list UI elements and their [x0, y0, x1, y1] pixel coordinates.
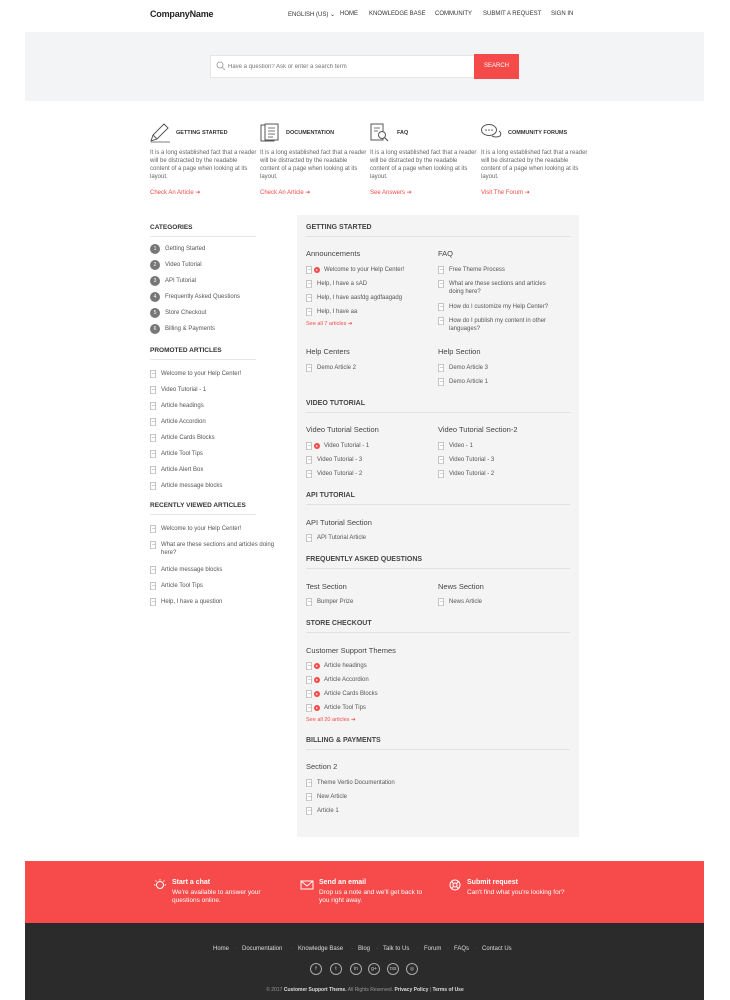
article-link[interactable]: Theme Vertio Documentation [317, 780, 395, 786]
nav-knowledge-base[interactable]: KNOWLEDGE BASE [369, 11, 426, 17]
document-icon [438, 303, 444, 311]
section-heading-help-centers[interactable]: Help Centers [306, 347, 350, 356]
separator: · [447, 946, 449, 952]
article-link[interactable]: Demo Article 1 [449, 379, 489, 385]
recently-viewed-heading: RECENTLY VIEWED ARTICLES [150, 502, 246, 509]
footer-link-documentation[interactable]: Documentation [242, 946, 283, 952]
category-number: 5 [150, 308, 160, 318]
document-icon [306, 662, 312, 670]
document-icon [306, 807, 312, 815]
category-number: 4 [150, 292, 160, 302]
article-link[interactable]: Article headings [324, 663, 367, 669]
feature-text-community-forums: It is a long established fact that a reader will be distracted by the readable content of a page when looking at its layout. [481, 150, 588, 180]
send-email-description: Drop us a note and we'll get back to you right away. [319, 889, 423, 904]
document-icon [150, 582, 156, 590]
feature-link-getting-started[interactable] [150, 189, 200, 196]
promoted-article-link[interactable]: Article Cards Blocks [161, 435, 215, 441]
arrow-right-icon: ➔ [305, 190, 311, 196]
pencil-icon [149, 123, 171, 143]
feature-text-faq: It is a long established fact that a reader will be distracted by the readable content of a page when looking at its layout. [370, 150, 477, 180]
category-heading-billing-payments[interactable]: BILLING & PAYMENTS [306, 737, 381, 744]
article-link[interactable]: How do I customize my Help Center? [449, 304, 549, 310]
copyright-year: © 2017 [266, 987, 283, 993]
document-icon [150, 450, 156, 458]
article-link[interactable]: Article Cards Blocks [324, 691, 378, 697]
document-icon [306, 280, 312, 288]
divider [306, 412, 570, 413]
sidebar-category-billing-payments[interactable]: Billing & Payments [165, 326, 216, 332]
promoted-star-icon [314, 677, 320, 683]
facebook-icon[interactable]: f [310, 963, 322, 975]
arrow-right-icon: ➔ [406, 190, 412, 196]
promoted-article-link[interactable]: Article message blocks [161, 483, 223, 489]
divider [306, 632, 570, 633]
nav-home[interactable]: HOME [340, 11, 358, 17]
document-icon [438, 364, 444, 372]
article-link[interactable]: Help, I have aasfdg agdfaagadg [317, 295, 403, 301]
feature-link-label: See Answers [370, 190, 406, 196]
document-icon [306, 456, 312, 464]
see-all-link[interactable] [306, 321, 353, 327]
separator: · [291, 946, 293, 952]
document-icon [150, 370, 156, 378]
footer-link-faqs[interactable]: FAQs [454, 946, 470, 952]
document-icon [306, 690, 312, 698]
copyright-brand: Customer Support Theme. [283, 987, 347, 993]
separator: · [417, 946, 419, 952]
document-icon [150, 418, 156, 426]
section-heading-api-tutorial-section[interactable]: API Tutorial Section [306, 518, 372, 527]
category-heading-store-checkout[interactable]: STORE CHECKOUT [306, 620, 372, 627]
category-heading-getting-started[interactable]: GETTING STARTED [306, 224, 372, 231]
article-link[interactable]: Video Tutorial - 1 [324, 443, 370, 449]
section-heading-faq[interactable]: FAQ [438, 249, 454, 258]
linkedin-icon[interactable]: in [350, 963, 362, 975]
document-icon [438, 598, 444, 606]
document-icon [150, 482, 156, 490]
section-heading-video-tutorial-section-2[interactable]: Video Tutorial Section-2 [438, 425, 518, 434]
feature-link-label: Check An Article [260, 190, 304, 196]
arrow-right-icon: ➔ [347, 321, 353, 327]
copyright-rights: All Rights Reserved. [347, 987, 394, 993]
start-chat-link[interactable]: Start a chat [172, 879, 211, 886]
sidebar-category-store-checkout[interactable]: Store Checkout [165, 310, 207, 316]
document-icon [150, 434, 156, 442]
nav-submit-request[interactable]: SUBMIT A REQUEST [483, 11, 542, 17]
see-all-link[interactable] [306, 717, 356, 723]
separator: · [475, 946, 477, 952]
section-heading-announcements[interactable]: Announcements [306, 249, 361, 258]
promoted-star-icon [314, 691, 320, 697]
divider [306, 236, 570, 237]
article-link[interactable]: Video Tutorial - 3 [449, 457, 495, 463]
terms-of-use-link[interactable]: Terms of Use [432, 987, 464, 993]
recent-article-link[interactable]: Article Tool Tips [161, 583, 203, 589]
article-link[interactable]: API Tutorial Article [317, 535, 367, 541]
see-all-label: See all 20 articles [306, 717, 350, 723]
promoted-article-link[interactable]: Video Tutorial - 1 [161, 387, 207, 393]
submit-request-link[interactable]: Submit request [467, 879, 518, 886]
google-plus-icon[interactable]: g+ [368, 963, 380, 975]
divider [306, 504, 570, 505]
document-icon [306, 364, 312, 372]
feature-text-documentation: It is a long established fact that a reader will be distracted by the readable content of a page when looking at its layout. [260, 150, 367, 180]
article-link[interactable]: Demo Article 2 [317, 365, 357, 371]
section-heading-video-tutorial-section[interactable]: Video Tutorial Section [306, 425, 379, 434]
search-input[interactable] [228, 56, 468, 77]
article-link[interactable]: Demo Article 3 [449, 365, 489, 371]
article-link[interactable]: Free Theme Process [449, 267, 505, 273]
promoted-star-icon [314, 705, 320, 711]
document-icon [438, 470, 444, 478]
chevron-down-icon: ⌄ [330, 12, 336, 18]
sidebar-category-faq[interactable]: Frequently Asked Questions [165, 294, 241, 300]
language-selector[interactable] [288, 11, 335, 18]
document-icon [438, 280, 444, 288]
recent-article-link[interactable]: Welcome to your Help Center! [161, 526, 242, 532]
promoted-articles-heading: PROMOTED ARTICLES [150, 347, 222, 354]
article-link[interactable]: Video Tutorial - 2 [317, 471, 363, 477]
document-icon [438, 317, 444, 325]
category-number: 1 [150, 244, 160, 254]
document-icon [150, 466, 156, 474]
promoted-article-link[interactable]: Article Alert Box [161, 467, 204, 473]
search-icon [216, 61, 226, 71]
feature-link-label: Visit The Forum [481, 190, 524, 196]
category-heading-api-tutorial[interactable]: API TUTORIAL [306, 492, 355, 499]
article-link[interactable]: How do I publish my content in other languages? [449, 318, 547, 332]
divider [306, 568, 570, 569]
article-link[interactable]: What are these sections and articles doing here? [449, 281, 546, 295]
article-link[interactable]: New Article [317, 794, 348, 800]
submit-request-description: Can't find what you're looking for? [467, 889, 565, 896]
sidebar-category-getting-started[interactable]: Getting Started [165, 246, 206, 252]
footer-link-blog[interactable]: Blog [358, 946, 371, 952]
divider [150, 236, 256, 237]
document-icon [306, 294, 312, 302]
document-search-icon [369, 123, 391, 143]
sidebar-category-video-tutorial[interactable]: Video Tutorial [165, 262, 202, 268]
document-icon [438, 378, 444, 386]
categories-heading: CATEGORIES [150, 224, 193, 231]
article-link[interactable]: Article 1 [317, 808, 339, 814]
category-heading-faq[interactable]: FREQUENTLY ASKED QUESTIONS [306, 556, 423, 563]
separator: · [235, 946, 237, 952]
divider [150, 514, 256, 515]
promoted-article-link[interactable]: Welcome to your Help Center! [161, 371, 242, 377]
chat-icon [153, 879, 167, 891]
document-icon [306, 704, 312, 712]
feature-link-faq[interactable] [370, 189, 412, 196]
footer-link-home[interactable]: Home [213, 946, 230, 952]
document-icon [150, 386, 156, 394]
document-icon [438, 266, 444, 274]
document-icon [306, 308, 312, 316]
promoted-star-icon [314, 267, 320, 273]
section-heading-section-2[interactable]: Section 2 [306, 762, 338, 771]
see-all-label: See all 7 articles [306, 321, 347, 327]
category-heading-video-tutorial[interactable]: VIDEO TUTORIAL [306, 400, 365, 407]
twitter-icon[interactable]: t [330, 963, 342, 975]
article-link[interactable]: News Article [449, 599, 483, 605]
document-icon [259, 123, 281, 143]
recent-article-link[interactable]: Help, I have a question [161, 599, 223, 605]
footer-link-contact-us[interactable]: Contact Us [482, 946, 512, 952]
article-link[interactable]: Video Tutorial - 3 [317, 457, 363, 463]
document-icon [150, 541, 156, 549]
document-icon [306, 676, 312, 684]
feature-link-label: Check An Article [150, 190, 194, 196]
section-heading-customer-support-themes[interactable]: Customer Support Themes [306, 646, 396, 655]
document-icon [306, 793, 312, 801]
article-link[interactable]: Video Tutorial - 2 [449, 471, 495, 477]
promoted-article-link[interactable]: Article Tool Tips [161, 451, 203, 457]
envelope-icon [300, 879, 314, 891]
search-button[interactable]: SEARCH [474, 54, 519, 79]
arrow-right-icon: ➔ [195, 190, 201, 196]
rss-icon[interactable]: rss [387, 963, 399, 975]
document-icon [438, 456, 444, 464]
recent-article-link[interactable]: Article message blocks [161, 567, 223, 573]
recent-article-link[interactable]: What are these sections and articles doing here? [161, 542, 275, 556]
feature-title-community-forums: COMMUNITY FORUMS [508, 130, 568, 136]
promoted-star-icon [314, 663, 320, 669]
document-icon [306, 442, 312, 450]
company-logo[interactable]: CompanyName [150, 9, 214, 19]
document-icon [306, 266, 312, 274]
feature-text-getting-started: It is a long established fact that a reader will be distracted by the readable content of a page when looking at its layout. [150, 150, 257, 180]
section-heading-news-section[interactable]: News Section [438, 582, 484, 591]
document-icon [150, 525, 156, 533]
feature-link-community-forums[interactable] [481, 189, 530, 196]
document-icon [306, 779, 312, 787]
promoted-article-link[interactable]: Article headings [161, 403, 204, 409]
arrow-right-icon: ➔ [350, 717, 356, 723]
footer-link-knowledge-base[interactable]: Knowledge Base [298, 946, 344, 952]
arrow-right-icon: ➔ [524, 190, 530, 196]
footer-link-talk-to-us[interactable]: Talk to Us [383, 946, 410, 952]
feature-title-documentation: DOCUMENTATION [286, 130, 335, 136]
dribbble-icon[interactable]: ◎ [406, 963, 418, 975]
feature-link-documentation[interactable] [260, 189, 310, 196]
article-link[interactable]: Bumper Prize [317, 599, 354, 605]
article-link[interactable]: Article Tool Tips [324, 705, 366, 711]
divider [150, 359, 256, 360]
category-number: 2 [150, 260, 160, 270]
support-icon [448, 879, 462, 891]
document-icon [150, 566, 156, 574]
divider [306, 749, 570, 750]
category-number: 6 [150, 324, 160, 334]
promoted-star-icon [314, 443, 320, 449]
sidebar-category-api-tutorial[interactable]: API Tutorial [165, 278, 197, 284]
document-icon [306, 598, 312, 606]
promoted-article-link[interactable]: Article Accordion [161, 419, 206, 425]
nav-community[interactable]: COMMUNITY [435, 11, 472, 17]
chat-bubbles-icon [480, 123, 502, 143]
start-chat-description: We're available to answer your questions online. [172, 889, 261, 904]
article-link[interactable]: Video - 1 [449, 443, 473, 449]
section-heading-test-section[interactable]: Test Section [306, 582, 347, 591]
privacy-policy-link[interactable]: Privacy Policy [394, 987, 429, 993]
document-icon [438, 442, 444, 450]
copyright: © 2017 Customer Support Theme. All Rights Reserved. Privacy Policy | Terms of Use [266, 987, 464, 993]
feature-title-faq: FAQ [397, 130, 409, 136]
language-label: ENGLISH (US) [288, 12, 329, 18]
document-icon [150, 598, 156, 606]
footer-link-forum[interactable]: Forum [424, 946, 442, 952]
send-email-link[interactable]: Send an email [319, 879, 367, 886]
article-link[interactable]: Help, I have aa [317, 309, 358, 315]
document-icon [306, 534, 312, 542]
feature-title-getting-started: GETTING STARTED [176, 130, 228, 136]
article-link[interactable]: Welcome to your Help Center! [324, 267, 405, 273]
article-link[interactable]: Help, I have a sAD [317, 281, 368, 287]
section-heading-help-section[interactable]: Help Section [438, 347, 481, 356]
category-number: 3 [150, 276, 160, 286]
separator: · [376, 946, 378, 952]
nav-sign-in[interactable]: SIGN IN [551, 11, 574, 17]
article-link[interactable]: Article Accordion [324, 677, 369, 683]
document-icon [150, 402, 156, 410]
document-icon [306, 470, 312, 478]
separator: · [351, 946, 353, 952]
